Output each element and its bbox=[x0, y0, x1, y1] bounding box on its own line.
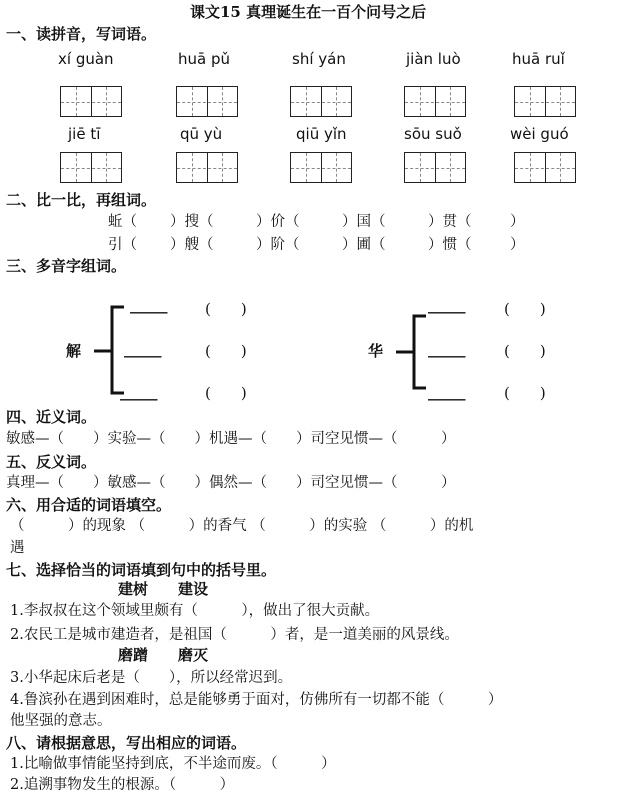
pinyin-label: qiū yǐn bbox=[296, 125, 347, 143]
compare-cell: ）价（ bbox=[256, 214, 300, 230]
word-choices: 建树 建设 bbox=[118, 580, 209, 598]
question-line: 2.农民工是城市建造者，是祖国（ ）者，是一道美丽的风景线。 bbox=[10, 627, 459, 643]
word-choices: 磨蹭 磨灭 bbox=[118, 646, 209, 664]
pinyin-label: sōu suǒ bbox=[404, 125, 462, 143]
answer-paren: ( ) bbox=[504, 342, 546, 360]
writing-grid[interactable] bbox=[290, 152, 352, 183]
section-6-heading: 六、用合适的词语填空。 bbox=[6, 496, 172, 514]
section-2-heading: 二、比一比，再组词。 bbox=[6, 191, 157, 209]
answer-paren: ( ) bbox=[205, 300, 247, 318]
writing-grid[interactable] bbox=[514, 86, 576, 117]
compare-cell: ）艘（ bbox=[170, 237, 214, 253]
compare-cell: ）惯（ bbox=[428, 237, 472, 253]
writing-grid[interactable] bbox=[514, 152, 576, 183]
pinyin-label: huā pǔ bbox=[178, 50, 231, 68]
antonym-line: 真理—（ ）敏感—（ ）偶然—（ ）司空见惯—（ ） bbox=[6, 475, 456, 491]
answer-blank: _____ bbox=[130, 296, 168, 314]
writing-grid[interactable] bbox=[404, 152, 466, 183]
answer-paren: ( ) bbox=[205, 342, 247, 360]
pinyin-label: jiàn luò bbox=[406, 50, 461, 68]
writing-grid[interactable] bbox=[60, 152, 122, 183]
brace-bracket bbox=[392, 314, 432, 392]
section-5-heading: 五、反义词。 bbox=[6, 453, 97, 471]
section-1-heading: 一、读拼音，写词语。 bbox=[6, 25, 157, 43]
answer-blank: _____ bbox=[428, 383, 466, 401]
question-line: 1.李叔叔在这个领域里颇有（ ），做出了很大贡献。 bbox=[10, 603, 380, 619]
compare-cell: ） bbox=[510, 214, 525, 230]
pinyin-label: wèi guó bbox=[510, 125, 569, 143]
answer-paren: ( ) bbox=[504, 300, 546, 318]
compare-cell: 引（ bbox=[108, 237, 137, 253]
synonym-line: 敏感—（ ）实验—（ ）机遇—（ ）司空见惯—（ ） bbox=[6, 431, 456, 447]
question-line: 1.比喻做事情能坚持到底，不半途而废。（ ） bbox=[10, 756, 336, 772]
answer-blank: _____ bbox=[428, 296, 466, 314]
compare-cell: 蚯（ bbox=[108, 214, 137, 230]
answer-paren: ( ) bbox=[504, 384, 546, 402]
compare-cell: ） bbox=[510, 237, 525, 253]
pinyin-label: qū yù bbox=[180, 125, 223, 143]
section-8-heading: 八、请根据意思，写出相应的词语。 bbox=[6, 734, 247, 752]
compare-cell: ）国（ bbox=[342, 214, 386, 230]
answer-paren: ( ) bbox=[205, 384, 247, 402]
answer-blank: _____ bbox=[428, 340, 466, 358]
writing-grid[interactable] bbox=[404, 86, 466, 117]
compare-cell: ）贯（ bbox=[428, 214, 472, 230]
writing-grid[interactable] bbox=[60, 86, 122, 117]
pinyin-label: xí guàn bbox=[58, 50, 114, 68]
question-line: 4.鲁滨孙在遇到困难时，总是能够勇于面对，仿佛所有一切都不能（ ） bbox=[10, 692, 503, 708]
section-7-heading: 七、选择恰当的词语填到句中的括号里。 bbox=[6, 561, 277, 579]
writing-grid[interactable] bbox=[176, 86, 238, 117]
polyphone-char: 华 bbox=[368, 342, 384, 360]
fill-line: （ ）的现象 （ ）的香气 （ ）的实验 （ ）的机 bbox=[10, 518, 474, 534]
pinyin-label: jiē tī bbox=[68, 125, 101, 143]
writing-grid[interactable] bbox=[176, 152, 238, 183]
polyphone-char: 解 bbox=[66, 342, 82, 360]
compare-cell: ）阶（ bbox=[256, 237, 300, 253]
compare-cell: ）圃（ bbox=[342, 237, 386, 253]
pinyin-label: shí yán bbox=[292, 50, 346, 68]
question-line: 他坚强的意志。 bbox=[10, 713, 112, 729]
question-line: 3.小华起床后老是（ ），所以经常迟到。 bbox=[10, 670, 293, 686]
page-title: 课文15 真理诞生在一百个问号之后 bbox=[190, 3, 427, 21]
answer-blank: _____ bbox=[120, 383, 158, 401]
section-4-heading: 四、近义词。 bbox=[6, 408, 97, 426]
compare-cell: ）搜（ bbox=[170, 214, 214, 230]
answer-blank: _____ bbox=[124, 340, 162, 358]
question-line: 2.追溯事物发生的根源。（ ） bbox=[10, 777, 235, 793]
fill-line: 遇 bbox=[10, 540, 25, 556]
pinyin-label: huā ruǐ bbox=[512, 50, 565, 68]
writing-grid[interactable] bbox=[290, 86, 352, 117]
section-3-heading: 三、多音字组词。 bbox=[6, 257, 127, 275]
